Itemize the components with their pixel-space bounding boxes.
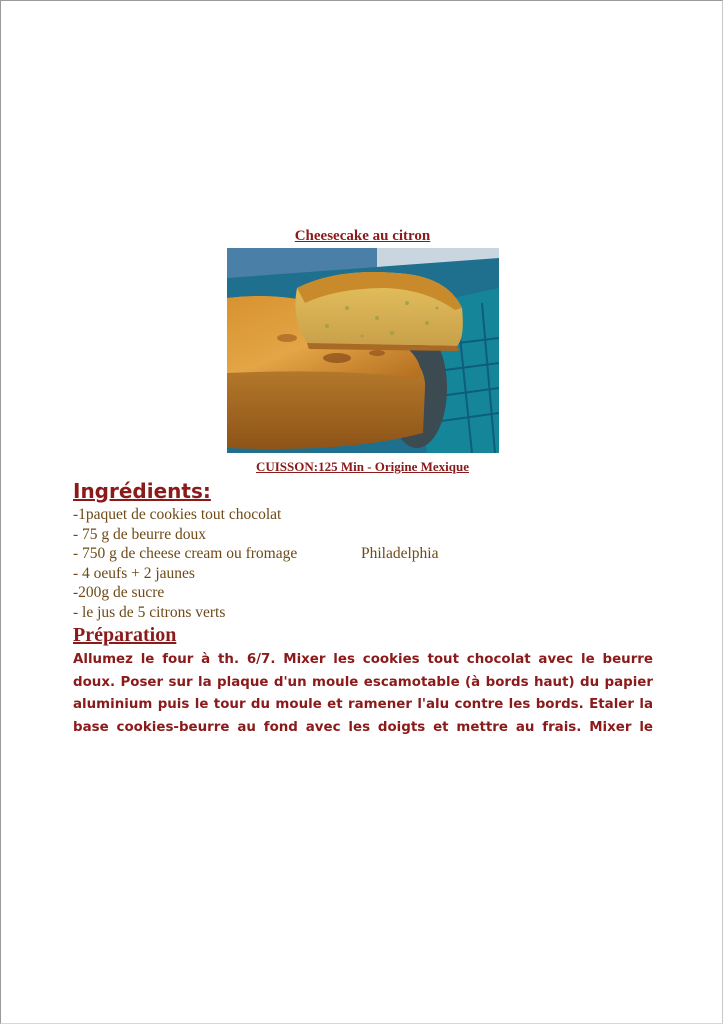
ingredients-list xyxy=(73,505,439,623)
ingredient-text: -200g de sucre xyxy=(73,584,165,602)
ingredient-item xyxy=(73,525,297,545)
ingredient-item xyxy=(73,583,297,603)
preparation-heading: Préparation xyxy=(73,624,177,646)
preparation-text: Allumez le four à th. 6/7. Mixer les cookies tout chocolat avec le beurre doux. Poser sur la plaque d'un moule escamotable (à bords haut) du papier aluminium puis le tour du moule et ramener l'alu contre les bords. Etaler la base cookies-beurre au fond avec les doigts et mettre au frais. Mixer le xyxy=(73,652,653,736)
ingredient-text: -1paquet de cookies tout chocolat xyxy=(73,506,282,523)
ingredient-item xyxy=(73,505,297,525)
ingredient-extra: Philadelphia xyxy=(361,545,439,563)
ingredients-heading: Ingrédients: xyxy=(73,479,211,503)
cooking-info: CUISSON:125 Min - Origine Mexique xyxy=(255,459,470,474)
ingredient-item xyxy=(73,603,297,623)
recipe-title: Cheesecake au citron xyxy=(294,228,431,244)
ingredient-text: - 75 g de beurre doux xyxy=(73,525,206,543)
ingredient-text: - 750 g de cheese cream ou fromage xyxy=(73,545,298,563)
ingredient-text: - 4 oeufs + 2 jaunes xyxy=(73,564,195,582)
ingredient-item xyxy=(73,544,439,564)
cheesecake-photo xyxy=(227,248,499,453)
ingredient-text: - le jus de 5 citrons verts xyxy=(73,603,226,621)
ingredient-item xyxy=(73,564,297,584)
